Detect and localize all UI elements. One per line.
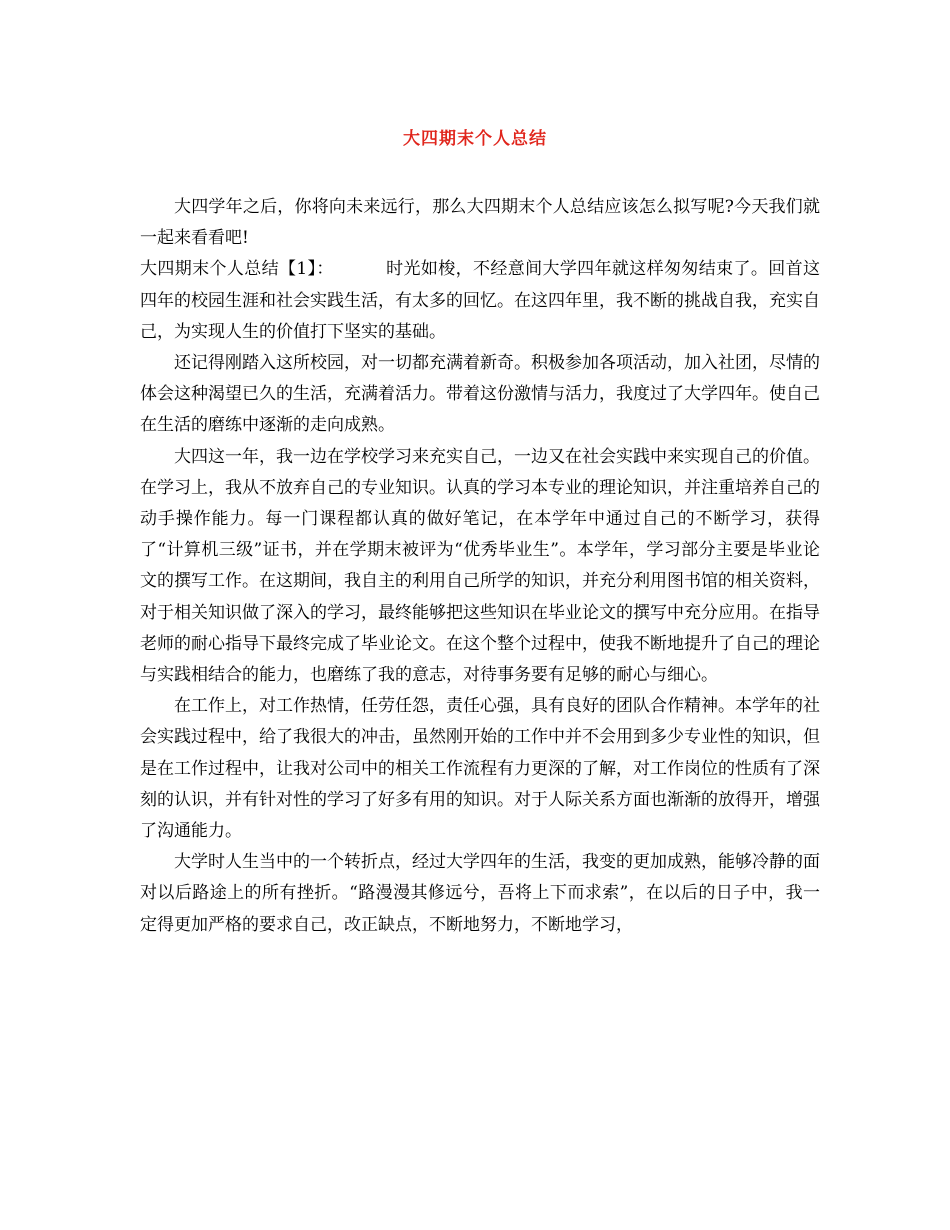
section-1-text: 时光如梭，不经意间大学四年就这样匆匆结束了。回首这四年的校园生涯和社会实践生活，有太多的回忆。在这四年里，我不断的挑战自我，充实自己，为实现人生的价值打下坚实的基础。 xyxy=(140,259,820,342)
paragraph-3: 大四这一年，我一边在学校学习来充实自己，一边又在社会实践中来实现自己的价值。 在学习上，我从不放弃自己的专业知识。认真的学习本专业的理论知识，并注重培养自己的动手操作能力。每一门课程都认真的做好笔记，在本学年中通过自己的不断学习，获得了“计算机三级”证书，并在学期末被评为“优秀毕业生”。本学年，学习部分主要是毕业论文的撰写工作。在这期间，我自主的利用自己所学的知识，并充分利用图书馆的相关资料，对于相关知识做了深入的学习，最终能够把这些知识在毕业论文的撰写中充分应用。在指导老师的耐心指导下最终完成了毕业论文。在这个整个过程中，使我不断地提升了自己的理论与实践相结合的能力，也磨练了我的意志，对待事务要有足够的耐心与细心。 xyxy=(140,446,820,686)
section-label: 大四期末个人总结【1】： xyxy=(140,259,334,280)
document-title: 大四期末个人总结 xyxy=(403,129,547,149)
paragraph-2: 还记得刚踏入这所校园，对一切都充满着新奇。积极参加各项活动，加入社团，尽情的体会这种渴望已久的生活，充满着活力。带着这份激情与活力，我度过了大学四年。使自己在生活的磨练中逐渐的走向成熟。 xyxy=(140,353,820,436)
document-body xyxy=(140,192,820,941)
section-1-paragraph xyxy=(140,254,820,348)
paragraph-4: 在工作上，对工作热情，任劳任怨，责任心强，具有良好的团队合作精神。本学年的社会实践过程中，给了我很大的冲击，虽然刚开始的工作中并不会用到多少专业性的知识，但是在工作过程中，让我对公司中的相关工作流程有力更深的了解，对工作岗位的性质有了深刻的认识，并有针对性的学习了好多有用的知识。对于人际关系方面也渐渐的放得开，增强了沟通能力。 xyxy=(140,696,820,842)
intro-paragraph: 大四学年之后，你将向未来远行，那么大四期末个人总结应该怎么拟写呢?今天我们就一起来看看吧! xyxy=(140,197,820,249)
paragraph-5: 大学时人生当中的一个转折点，经过大学四年的生活，我变的更加成熟，能够冷静的面对以后路途上的所有挫折。“路漫漫其修远兮，吾将上下而求索”，在以后的日子中，我一定得更加严格的要求自己，改正缺点，不断地努力，不断地学习， xyxy=(140,852,820,935)
